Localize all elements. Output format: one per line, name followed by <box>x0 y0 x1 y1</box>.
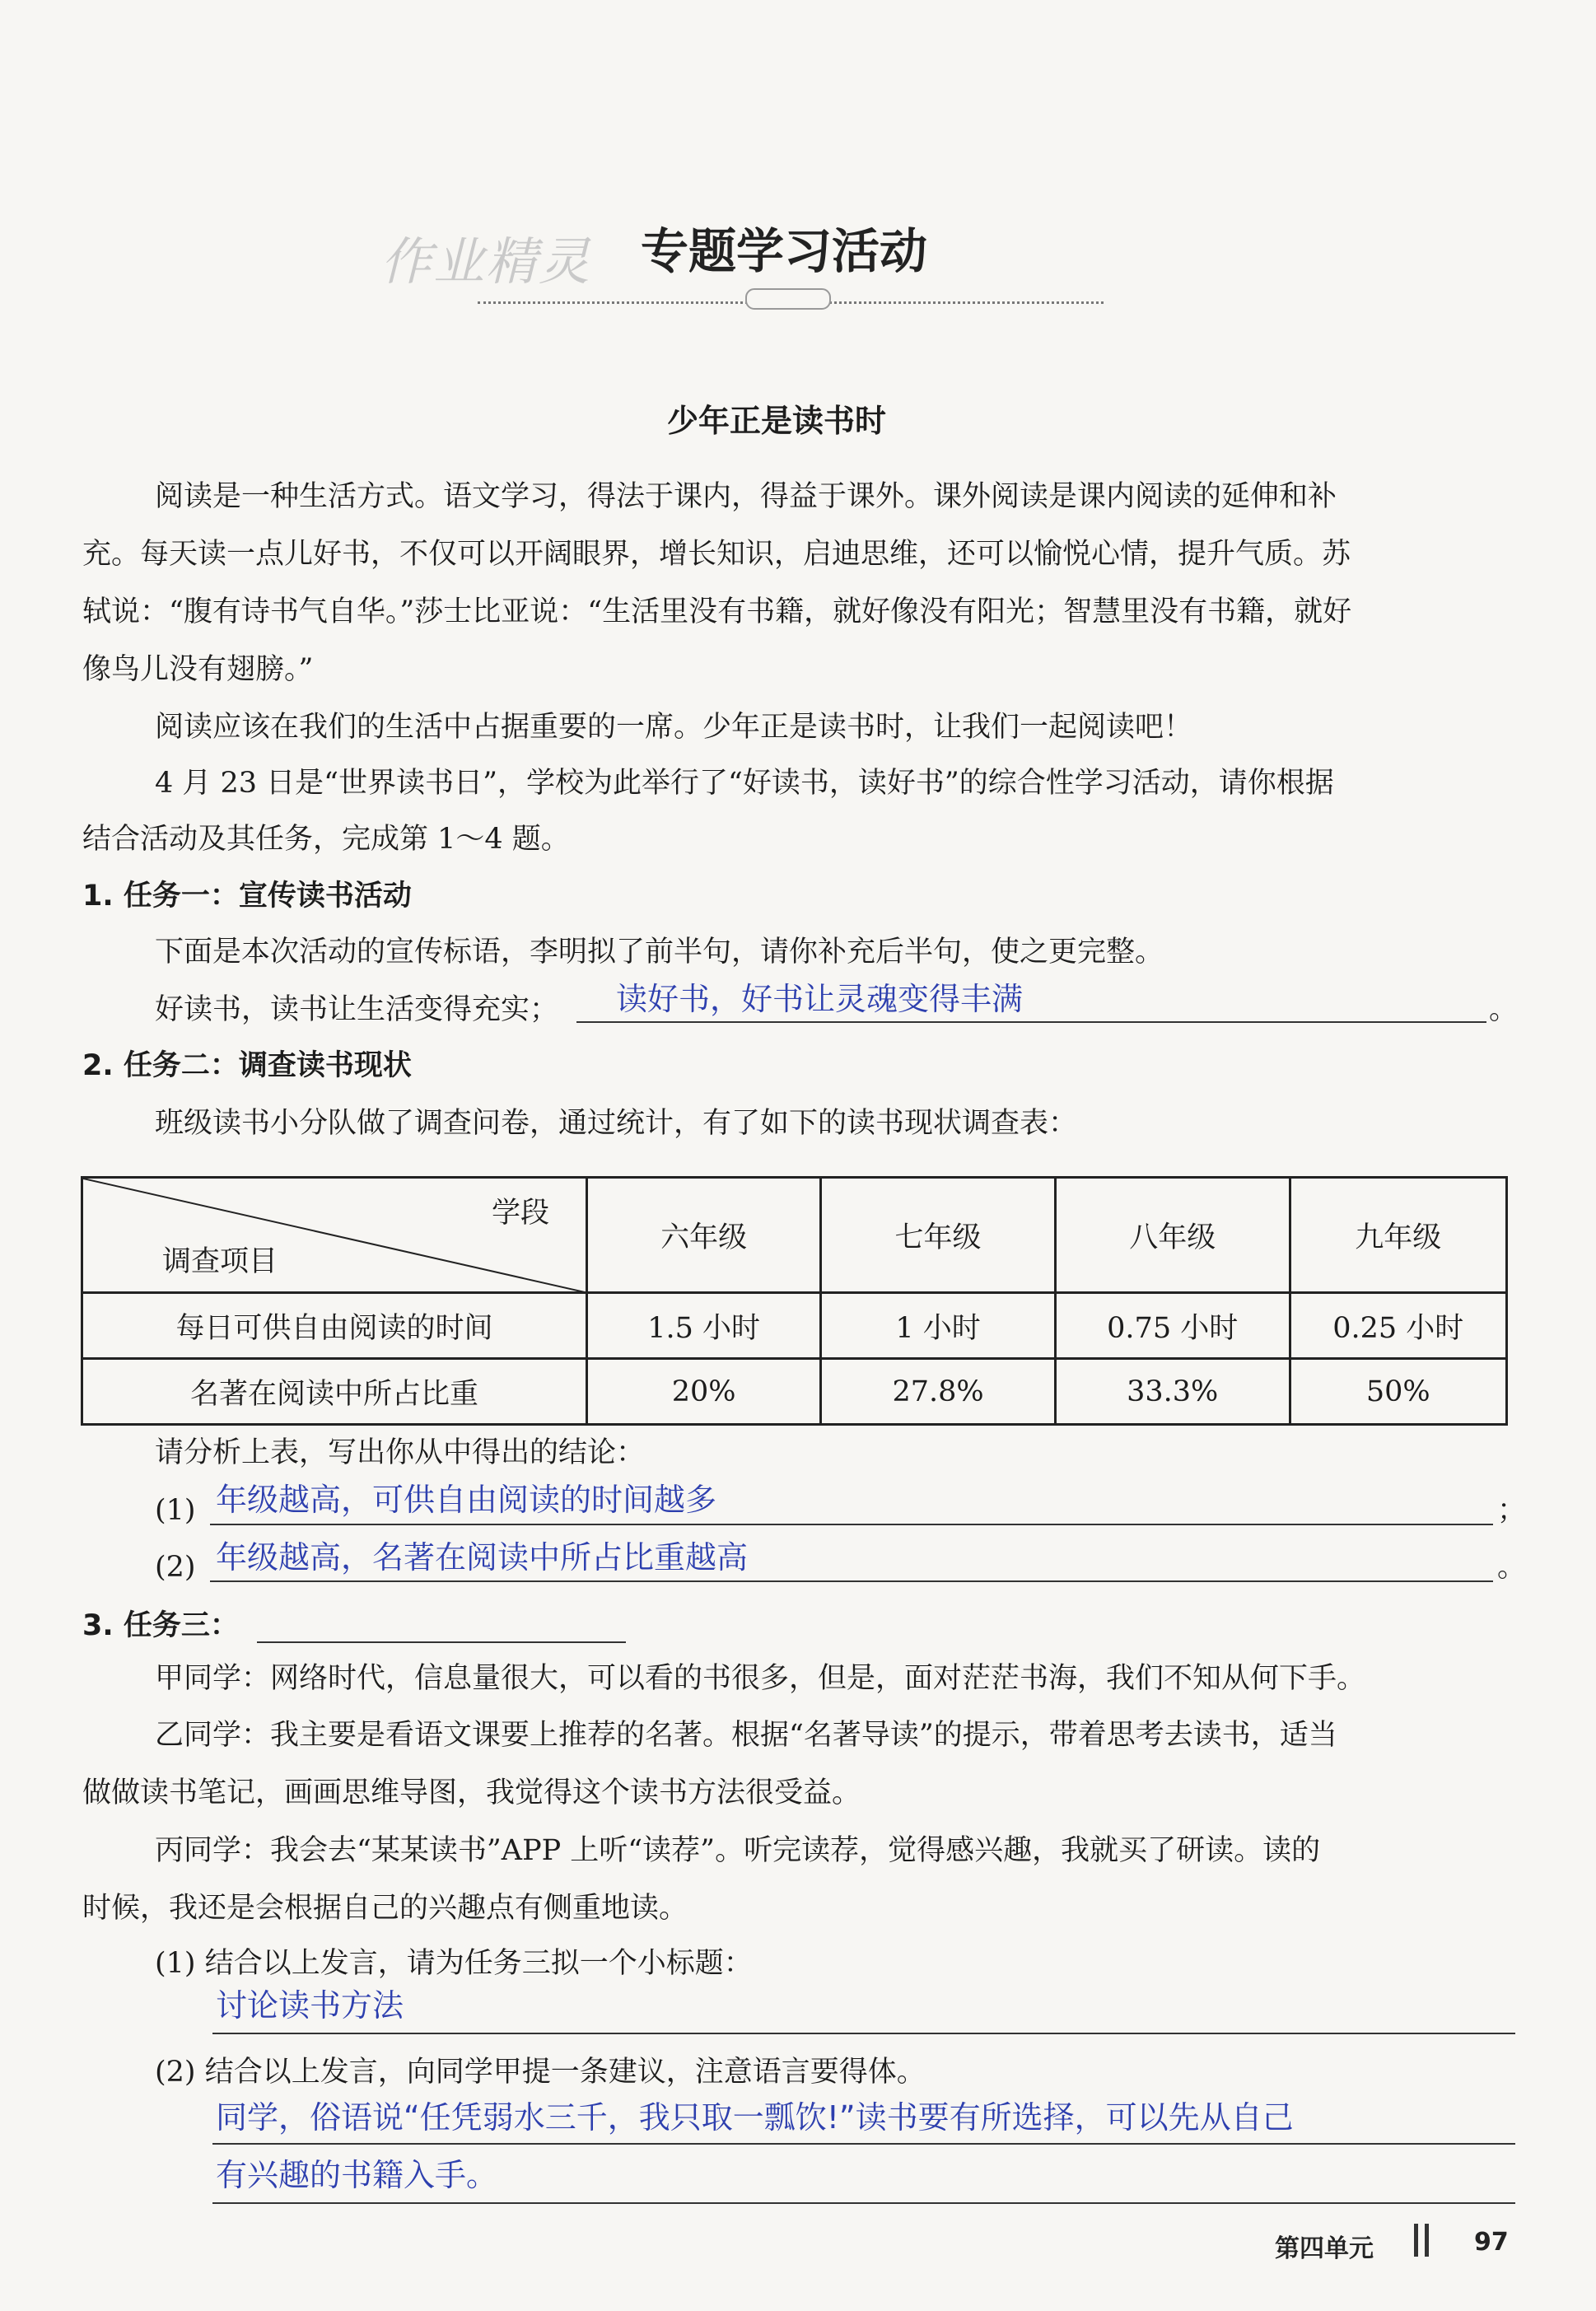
column-header: 八年级 <box>1055 1178 1290 1293</box>
column-header: 六年级 <box>587 1178 821 1293</box>
paragraph-1-line-2: 充。每天读一点儿好书，不仅可以开阔眼界，增长知识，启迪思维，还可以愉悦心情，提升气质。苏 <box>82 538 1351 571</box>
q3-sub2: (2) 结合以上发言，向同学甲提一条建议，注意语言要得体。 <box>155 2056 926 2089</box>
q3-heading: 3. 任务三： <box>82 1609 239 1642</box>
column-header: 七年级 <box>821 1178 1056 1293</box>
table-header-row <box>82 1178 1507 1293</box>
q3-sub1-answer-line <box>212 2033 1515 2034</box>
row-label: 每日可供自由阅读的时间 <box>82 1293 587 1359</box>
table-cell: 50% <box>1290 1359 1506 1425</box>
table-cell: 0.75 小时 <box>1055 1293 1290 1359</box>
q3-sub2-answer-line-1-rule <box>212 2143 1515 2145</box>
paragraph-1-line-4: 像鸟儿没有翅膀。” <box>82 653 314 686</box>
footer-unit-label: 第四单元 <box>1275 2234 1374 2263</box>
q3-student-yi-line-2: 做做读书笔记，画画思维导图，我觉得这个读书方法很受益。 <box>82 1776 861 1809</box>
q1-answer-line <box>576 1021 1486 1023</box>
section-title: 专题学习活动 <box>641 223 928 279</box>
q1-answer: 读好书，好书让灵魂变得丰满 <box>616 981 1024 1017</box>
row-label: 名著在阅读中所占比重 <box>82 1359 587 1425</box>
table-cell: 1 小时 <box>821 1293 1056 1359</box>
survey-table <box>81 1176 1508 1426</box>
q3-student-bing-line-1: 丙同学：我会去“某某读书”APP 上听“读荐”。听完读荐，觉得感兴趣，我就买了研读。读的 <box>155 1834 1321 1867</box>
q3-student-jia: 甲同学：网络时代，信息量很大，可以看的书很多，但是，面对茫茫书海，我们不知从何下手。 <box>155 1662 1366 1695</box>
q3-sub1: (1) 结合以上发言，请为任务三拟一个小标题： <box>155 1947 753 1980</box>
q2-prompt: 请分析上表，写出你从中得出的结论： <box>155 1436 646 1469</box>
paragraph-1-line-3: 轼说：“腹有诗书气自华。”莎士比亚说：“生活里没有书籍，就好像没有阳光；智慧里没有书籍，就好 <box>82 595 1352 628</box>
column-header: 九年级 <box>1290 1178 1506 1293</box>
paragraph-2: 阅读应该在我们的生活中占据重要的一席。少年正是读书时，让我们一起阅读吧！ <box>155 711 1193 744</box>
table-row <box>82 1359 1507 1425</box>
corner-bottom-label: 调查项目 <box>162 1245 278 1278</box>
article-title: 少年正是读书时 <box>667 403 887 439</box>
paragraph-1-line-1: 阅读是一种生活方式。语文学习，得法于课内，得益于课外。课外阅读是课内阅读的延伸和补 <box>155 480 1337 513</box>
paragraph-3-line-2: 结合活动及其任务，完成第 1～4 题。 <box>82 823 570 856</box>
q2-heading: 2. 任务二：调查读书现状 <box>82 1049 412 1082</box>
q2-instruction: 班级读书小分队做了调查问卷，通过统计，有了如下的读书现状调查表： <box>155 1107 1078 1140</box>
table-corner-cell <box>82 1178 587 1293</box>
q2-answer-1: 年级越高，可供自由阅读的时间越多 <box>216 1482 717 1518</box>
q2-answer-2: 年级越高，名著在阅读中所占比重越高 <box>216 1539 749 1576</box>
q3-student-yi-line-1: 乙同学：我主要是看语文课要上推荐的名著。根据“名著导读”的提示，带着思考去读书，适当 <box>155 1719 1337 1752</box>
table-cell: 20% <box>587 1359 821 1425</box>
q2-answer-1-line <box>210 1524 1493 1525</box>
title-ornament <box>745 288 831 310</box>
q2-answer-2-number: (2) <box>155 1551 196 1584</box>
table-cell: 33.3% <box>1055 1359 1290 1425</box>
q3-sub1-answer: 讨论读书方法 <box>216 1987 404 2024</box>
watermark-logo: 作业精灵 <box>380 231 592 292</box>
q3-sub2-answer-line-2: 有兴趣的书籍入手。 <box>216 2157 498 2193</box>
q1-prefix: 好读书，读书让生活变得充实； <box>155 993 559 1026</box>
paragraph-3-line-1: 4 月 23 日是“世界读书日”，学校为此举行了“好读书，读好书”的综合性学习活动，请你根据 <box>155 767 1334 800</box>
q3-sub2-answer-line-2-rule <box>212 2202 1515 2204</box>
q1-instruction: 下面是本次活动的宣传标语，李明拟了前半句，请你补充后半句，使之更完整。 <box>155 936 1164 969</box>
corner-top-label: 学段 <box>492 1197 550 1230</box>
q2-answer-1-number: (1) <box>155 1494 196 1527</box>
q3-heading-blank <box>257 1641 626 1643</box>
footer-divider-marks <box>1414 2224 1429 2257</box>
page-number: 97 <box>1474 2228 1509 2257</box>
q3-sub2-answer-line-1: 同学，俗语说“任凭弱水三千，我只取一瓢饮!”读书要有所选择，可以先从自己 <box>216 2099 1294 2136</box>
table-cell: 27.8% <box>821 1359 1056 1425</box>
q3-student-bing-line-2: 时候，我还是会根据自己的兴趣点有侧重地读。 <box>82 1892 688 1925</box>
table-cell: 1.5 小时 <box>587 1293 821 1359</box>
table-row <box>82 1293 1507 1359</box>
q2-answer-1-end: ； <box>1497 1494 1527 1527</box>
q1-heading: 1. 任务一：宣传读书活动 <box>82 880 412 913</box>
q1-end: 。 <box>1489 993 1519 1026</box>
table-cell: 0.25 小时 <box>1290 1293 1506 1359</box>
q2-answer-2-end: 。 <box>1497 1551 1527 1584</box>
q2-answer-2-line <box>210 1580 1493 1582</box>
